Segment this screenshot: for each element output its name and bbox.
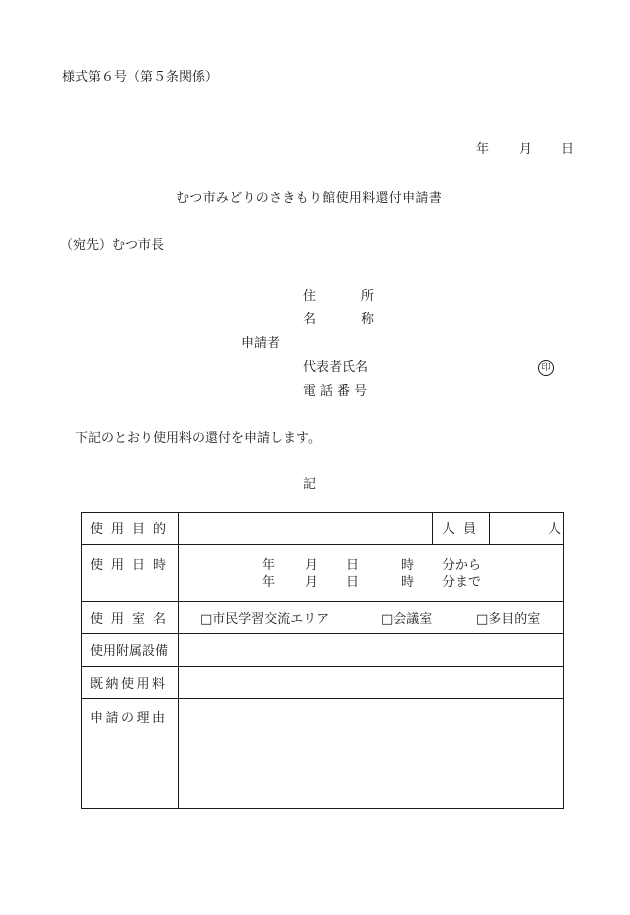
from-day: 日 [346,558,360,573]
room-option-learning-area[interactable]: □市民学習交流エリア [200,612,330,627]
intro-text: 下記のとおり使用料の還付を申請します。 [75,431,321,446]
document-title: むつ市みどりのさきもり館使用料還付申請書 [176,191,443,206]
reason-label: 申請の理由 [90,711,168,726]
row-datetime [82,545,563,602]
row-purpose [82,513,563,545]
date-day-label: 日 [561,142,575,157]
room-option-multipurpose-room[interactable]: □多目的室 [476,612,541,627]
to-month: 月 [305,575,319,590]
to-hour: 時 [401,575,415,590]
equipment-input-cell[interactable] [180,634,564,666]
address-label-a: 住 [303,289,317,304]
room-option-meeting-room[interactable]: □会議室 [381,612,433,627]
from-year: 年 [262,558,276,573]
address-label-b: 所 [361,289,375,304]
name-label-a: 名 [303,312,317,327]
representative-label: 代表者氏名 [303,360,369,375]
date-month-label: 月 [519,142,533,157]
to-year: 年 [262,575,276,590]
form-number: 様式第６号（第５条関係） [62,70,219,85]
people-label: 人員 [442,522,485,537]
application-table [81,512,564,809]
date-year-label: 年 [476,142,490,157]
applicant-label: 申請者 [241,336,281,351]
people-input-cell[interactable] [490,513,550,544]
row-reason [82,699,563,808]
people-divider-left [432,513,433,544]
seal-mark-icon: 印 [538,360,554,376]
row-equipment [82,634,563,667]
to-day: 日 [346,575,360,590]
room-label: 使用室名 [90,612,175,627]
row-paid-fee [82,667,563,699]
people-unit: 人 [548,522,562,537]
paid-fee-input-cell[interactable] [180,667,564,698]
ki-heading: 記 [303,477,317,492]
equipment-label: 使用附属設備 [90,644,169,659]
to-suffix: 分まで [442,575,482,590]
datetime-label: 使用日時 [90,558,175,573]
addressee: （宛先）むつ市長 [60,238,165,253]
from-hour: 時 [401,558,415,573]
name-label-b: 称 [361,312,375,327]
reason-input-cell[interactable] [180,699,564,808]
from-month: 月 [305,558,319,573]
phone-label: 電話番号 [303,384,372,399]
purpose-label: 使用目的 [90,522,175,537]
paid-fee-label: 既納使用料 [90,677,168,692]
row-room [82,602,563,634]
from-suffix: 分から [442,558,482,573]
